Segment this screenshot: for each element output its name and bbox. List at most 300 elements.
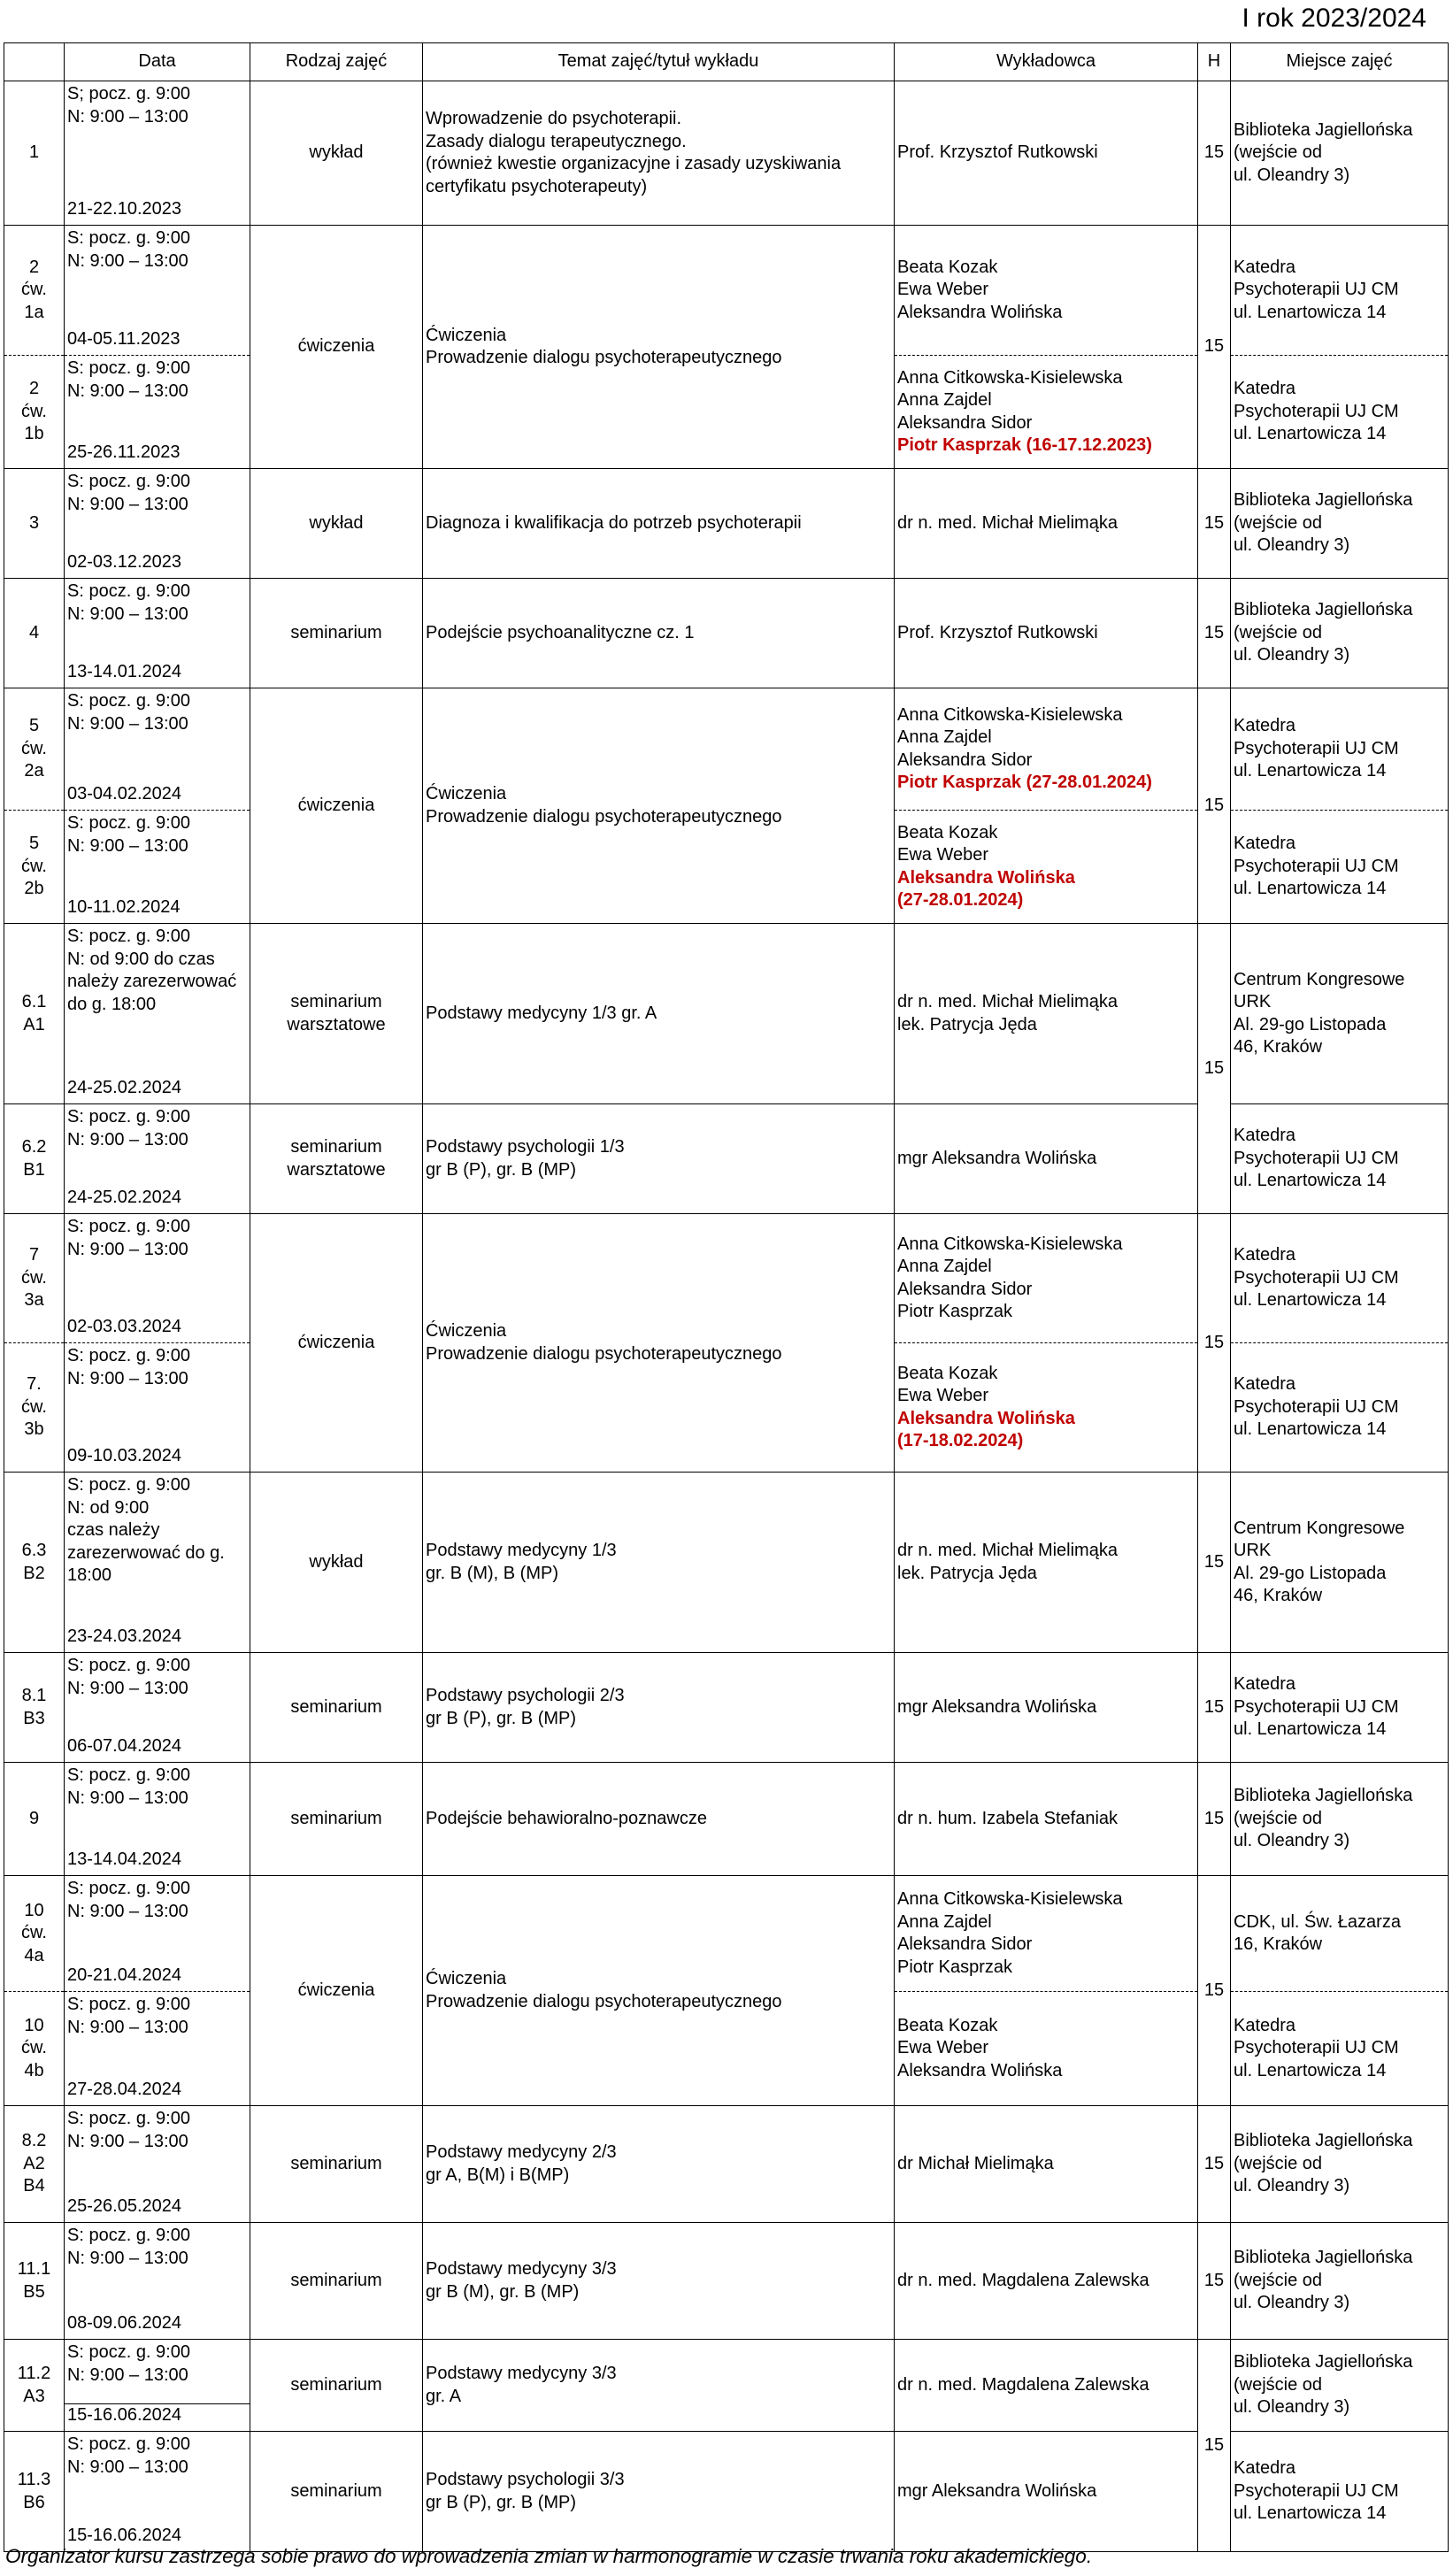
place-line: Al. 29-go Listopada	[1234, 1014, 1387, 1034]
date-box	[67, 2225, 247, 2334]
session-date: 02-03.12.2023	[67, 551, 182, 572]
place-line: Centrum Kongresowe	[1234, 969, 1405, 989]
session-type-text: ćwiczenia	[297, 795, 375, 815]
topic-line: Podstawy medycyny 1/3 gr. A	[426, 1003, 657, 1023]
topic-line: Zasady dialogu terapeutycznego.	[426, 131, 687, 151]
place-line: Psychoterapii UJ CM	[1234, 1267, 1399, 1288]
session-number	[4, 81, 65, 226]
session-number-text: 3	[28, 512, 40, 533]
place-line: Katedra	[1234, 2458, 1296, 2479]
session-number	[4, 924, 65, 1104]
session-lecturers	[895, 924, 1198, 1104]
place-line: ul. Oleandry 3)	[1234, 535, 1350, 556]
lecturer-name: (27-28.01.2024)	[897, 890, 1024, 910]
date-box	[67, 926, 247, 1099]
lecturer-name: Aleksandra Sidor	[897, 1279, 1033, 1299]
session-lecturers	[895, 81, 1198, 226]
date-box	[67, 471, 247, 573]
session-date: 20-21.04.2024	[67, 1965, 182, 1985]
session-number-text: 2 ćw. 1b	[21, 379, 47, 444]
session-lecturers	[895, 1653, 1198, 1763]
session-hours	[1198, 226, 1231, 469]
session-lecturers	[895, 1104, 1198, 1214]
date-box	[67, 1655, 247, 1757]
session-number-text: 5 ćw. 2a	[21, 716, 47, 781]
topic-line: Podstawy psychologii 3/3	[426, 2470, 625, 2489]
session-topic	[423, 1653, 895, 1763]
session-date: 10-11.02.2024	[67, 896, 181, 917]
session-date-cell	[65, 924, 250, 1104]
session-number-text: 8.1 B3	[21, 1686, 47, 1728]
lecturer-name: dr n. hum. Izabela Stefaniak	[897, 1808, 1119, 1828]
lecturer-name: dr n. med. Michał Mielimąka	[897, 992, 1118, 1011]
topic-line: Wprowadzenie do psychoterapii.	[426, 109, 682, 128]
session-number	[4, 226, 65, 356]
session-place	[1231, 1763, 1449, 1876]
session-hours	[1198, 1214, 1231, 1473]
lecturer-name: Anna Citkowska-Kisielewska	[897, 1889, 1123, 1909]
place-line: (wejście od	[1234, 2270, 1323, 2290]
session-type-text: seminarium	[290, 622, 382, 642]
session-topic	[423, 1473, 895, 1653]
hours-value: 15	[1203, 2270, 1225, 2290]
session-date: 13-14.04.2024	[67, 1849, 182, 1869]
session-hours	[1198, 579, 1231, 688]
place-line: ul. Oleandry 3)	[1234, 165, 1350, 185]
place-line: Psychoterapii UJ CM	[1234, 1396, 1399, 1417]
lecturer-name: Aleksandra Wolińska	[897, 1408, 1075, 1428]
place-line: Katedra	[1234, 379, 1296, 399]
header-no	[4, 43, 65, 81]
date-box	[67, 1765, 247, 1871]
hours-value: 15	[1203, 2153, 1225, 2173]
place-line: ul. Lenartowicza 14	[1234, 302, 1387, 322]
date-box	[67, 1474, 247, 1648]
session-date-cell	[65, 356, 250, 469]
topic-line: Podstawy medycyny 3/3	[426, 2259, 617, 2279]
session-number	[4, 356, 65, 469]
table-row	[4, 924, 1449, 1104]
session-number	[4, 688, 65, 811]
session-lecturers	[895, 1214, 1198, 1343]
session-number	[4, 2223, 65, 2340]
session-type	[250, 688, 423, 924]
hours-value: 15	[1203, 512, 1225, 533]
lecturer-name: (17-18.02.2024)	[897, 1431, 1024, 1450]
hours-value: 15	[1203, 1551, 1225, 1572]
place-line: ul. Lenartowicza 14	[1234, 879, 1387, 899]
session-date: 03-04.02.2024	[67, 783, 182, 804]
session-date: 15-16.06.2024	[65, 2403, 250, 2427]
topic-line: Ćwiczenia	[426, 784, 507, 804]
session-times: S: pocz. g. 9:00 N: 9:00 – 13:00	[67, 1879, 190, 1921]
session-type-text: wykład	[309, 1551, 364, 1572]
session-type	[250, 2106, 423, 2223]
session-number	[4, 1214, 65, 1343]
session-type	[250, 1876, 423, 2106]
lecturer-name: lek. Patrycja Jęda	[897, 1563, 1037, 1583]
session-type-text: seminarium	[290, 2270, 382, 2290]
session-lecturers	[895, 2223, 1198, 2340]
session-date: 25-26.11.2023	[67, 442, 181, 462]
table-row	[4, 2106, 1449, 2223]
session-number-text: 11.1 B5	[17, 2259, 51, 2302]
session-number-text: 6.3 B2	[21, 1541, 47, 1583]
session-number-text: 10 ćw. 4b	[21, 2015, 47, 2080]
session-topic	[423, 2432, 895, 2552]
hours-value: 15	[1203, 1332, 1225, 1352]
lecturer-name: Anna Citkowska-Kisielewska	[897, 367, 1123, 388]
table-row	[4, 688, 1449, 811]
place-line: (wejście od	[1234, 2374, 1323, 2395]
lecturer-name: mgr Aleksandra Wolińska	[897, 1696, 1097, 1717]
session-date-cell	[65, 1214, 250, 1343]
session-place	[1231, 579, 1449, 688]
lecturer-name: Piotr Kasprzak (16-17.12.2023)	[897, 435, 1152, 455]
session-place	[1231, 1992, 1449, 2106]
session-hours	[1198, 2106, 1231, 2223]
session-topic	[423, 2340, 895, 2432]
session-type	[250, 579, 423, 688]
session-date: 02-03.03.2024	[67, 1316, 182, 1336]
session-number-text: 7 ćw. 3a	[21, 1245, 47, 1311]
table-row	[4, 1104, 1449, 1214]
session-lecturers	[895, 469, 1198, 579]
session-lecturers	[895, 356, 1198, 469]
hours-value: 15	[1203, 1696, 1225, 1717]
table-header-row	[4, 43, 1449, 81]
lecturer-name: Anna Citkowska-Kisielewska	[897, 1234, 1123, 1254]
session-date: 15-16.06.2024	[67, 2525, 182, 2545]
place-line: URK	[1234, 1541, 1272, 1560]
session-hours	[1198, 1763, 1231, 1876]
lecturer-name: Beata Kozak	[897, 822, 998, 842]
header-type: Rodzaj zajęć	[250, 43, 423, 81]
session-number-text: 7. ćw. 3b	[21, 1374, 47, 1440]
session-number-text: 8.2 A2 B4	[21, 2131, 47, 2196]
session-date-cell	[65, 1473, 250, 1653]
lecturer-name: Piotr Kasprzak	[897, 1302, 1013, 1321]
lecturer-name: Anna Zajdel	[897, 1257, 992, 1276]
session-date: 24-25.02.2024	[67, 1187, 182, 1207]
session-lecturers	[895, 1992, 1198, 2106]
session-times: S; pocz. g. 9:00 N: 9:00 – 13:00	[67, 84, 190, 127]
session-hours	[1198, 2223, 1231, 2340]
session-lecturers	[895, 1343, 1198, 1473]
date-box	[67, 227, 247, 350]
place-line: Psychoterapii UJ CM	[1234, 1696, 1399, 1717]
topic-line: gr B (M), gr. B (MP)	[426, 2281, 580, 2302]
table-row	[4, 1473, 1449, 1653]
topic-line: (również kwestie organizacyjne i zasady uzyskiwania certyfikatu psychoterapeuty)	[426, 154, 842, 196]
session-date: 08-09.06.2024	[67, 2312, 182, 2333]
session-topic	[423, 2106, 895, 2223]
session-number	[4, 1992, 65, 2106]
table-row	[4, 2340, 1449, 2432]
session-place	[1231, 2223, 1449, 2340]
place-line: Katedra	[1234, 1674, 1296, 1695]
place-line: Psychoterapii UJ CM	[1234, 2480, 1399, 2501]
lecturer-name: Anna Citkowska-Kisielewska	[897, 704, 1123, 725]
session-times: S: pocz. g. 9:00 N: 9:00 – 13:00	[67, 1765, 190, 1808]
topic-line: Podstawy medycyny 3/3	[426, 2364, 617, 2383]
session-number	[4, 2106, 65, 2223]
lecturer-name: Beata Kozak	[897, 257, 998, 277]
place-line: Katedra	[1234, 834, 1296, 854]
session-type	[250, 81, 423, 226]
place-line: ul. Oleandry 3)	[1234, 1831, 1350, 1851]
session-type-text: seminarium warsztatowe	[287, 992, 386, 1034]
place-line: 46, Kraków	[1234, 1586, 1323, 1605]
session-type	[250, 2340, 423, 2432]
date-box	[67, 812, 247, 919]
date-box	[67, 1345, 247, 1467]
session-place	[1231, 811, 1449, 924]
lecturer-name: Anna Zajdel	[897, 1911, 992, 1932]
session-lecturers	[895, 2432, 1198, 2552]
session-date: 21-22.10.2023	[67, 198, 182, 219]
session-place	[1231, 1653, 1449, 1763]
lecturer-name: Piotr Kasprzak	[897, 1957, 1013, 1977]
session-number	[4, 1104, 65, 1214]
session-hours	[1198, 1653, 1231, 1763]
place-line: ul. Lenartowicza 14	[1234, 2060, 1387, 2080]
session-type	[250, 1473, 423, 1653]
place-line: URK	[1234, 992, 1272, 1011]
session-lecturers	[895, 811, 1198, 924]
table-row	[4, 1214, 1449, 1343]
session-type-text: wykład	[309, 512, 364, 533]
date-box	[67, 1994, 247, 2101]
session-hours	[1198, 924, 1231, 1214]
place-line: Biblioteka Jagiellońska	[1234, 2248, 1413, 2268]
topic-line: gr. B (M), B (MP)	[426, 1563, 558, 1583]
place-line: Biblioteka Jagiellońska	[1234, 600, 1413, 620]
session-number	[4, 579, 65, 688]
session-date-cell	[65, 226, 250, 356]
session-place	[1231, 924, 1449, 1104]
date-box	[67, 581, 247, 683]
session-lecturers	[895, 2106, 1198, 2223]
place-line: Katedra	[1234, 1126, 1296, 1146]
session-date: 06-07.04.2024	[67, 1735, 182, 1756]
session-date-cell	[65, 1653, 250, 1763]
session-date-cell	[65, 2223, 250, 2340]
session-hours	[1198, 2340, 1231, 2552]
footnote: Organizator kursu zastrzega sobie prawo do wprowadzenia zmian w harmonogramie w czasie trwania roku akademickiego.	[5, 2545, 1093, 2567]
place-line: ul. Lenartowicza 14	[1234, 1419, 1387, 1440]
session-lecturers	[895, 579, 1198, 688]
table-row	[4, 1763, 1449, 1876]
session-number	[4, 811, 65, 924]
session-times: S: pocz. g. 9:00 N: 9:00 – 13:00	[67, 2434, 190, 2477]
topic-line: Podstawy medycyny 2/3	[426, 2142, 617, 2162]
hours-value: 15	[1203, 1980, 1225, 2000]
place-line: Psychoterapii UJ CM	[1234, 280, 1399, 300]
topic-line: gr. A	[426, 2386, 462, 2406]
lecturer-name: dr n. med. Magdalena Zalewska	[897, 2270, 1149, 2290]
session-number-text: 1	[28, 142, 40, 163]
session-type	[250, 226, 423, 469]
session-type	[250, 1763, 423, 1876]
date-box	[67, 2434, 247, 2547]
session-number-text: 11.3 B6	[17, 2470, 51, 2512]
session-date-cell	[65, 2432, 250, 2552]
lecturer-name: Aleksandra Sidor	[897, 1934, 1033, 1954]
session-number-text: 5 ćw. 2b	[21, 834, 47, 899]
lecturer-name: mgr Aleksandra Wolińska	[897, 1148, 1097, 1168]
session-type	[250, 469, 423, 579]
table-row	[4, 2223, 1449, 2340]
place-line: Centrum Kongresowe	[1234, 1518, 1405, 1538]
session-type	[250, 2432, 423, 2552]
session-place	[1231, 2432, 1449, 2552]
session-times: S: pocz. g. 9:00 N: od 9:00 do czas należy zarezerwować do g. 18:00	[67, 927, 237, 1014]
session-times: S: pocz. g. 9:00 N: 9:00 – 13:00	[67, 1217, 190, 1259]
session-lecturers	[895, 688, 1198, 811]
session-place	[1231, 2340, 1449, 2432]
lecturer-name: Anna Zajdel	[897, 727, 992, 747]
session-number-text: 6.2 B1	[21, 1137, 47, 1180]
lecturer-name: mgr Aleksandra Wolińska	[897, 2480, 1097, 2501]
hours-value: 15	[1203, 795, 1225, 815]
session-times: S: pocz. g. 9:00 N: 9:00 – 13:00	[67, 228, 190, 271]
topic-line: Ćwiczenia	[426, 1969, 507, 1988]
session-lecturers	[895, 226, 1198, 356]
lecturer-name: Prof. Krzysztof Rutkowski	[897, 622, 1098, 642]
date-box	[67, 2108, 247, 2218]
topic-line: Prowadzenie dialogu psychoterapeutycznego	[426, 1343, 782, 1364]
place-line: ul. Lenartowicza 14	[1234, 2503, 1387, 2524]
lecturer-name: Beata Kozak	[897, 1363, 998, 1383]
header-lecturer: Wykładowca	[895, 43, 1198, 81]
session-hours	[1198, 1473, 1231, 1653]
session-times: S: pocz. g. 9:00 N: 9:00 – 13:00	[67, 691, 190, 734]
place-line: Katedra	[1234, 1245, 1296, 1265]
session-type-text: ćwiczenia	[297, 1332, 375, 1352]
topic-line: gr A, B(M) i B(MP)	[426, 2165, 570, 2185]
place-line: Katedra	[1234, 2015, 1296, 2035]
session-date: 27-28.04.2024	[67, 2079, 182, 2099]
session-topic	[423, 2223, 895, 2340]
topic-line: Podstawy psychologii 2/3	[426, 1686, 625, 1705]
lecturer-name: dr n. med. Michał Mielimąka	[897, 512, 1118, 533]
place-line: Psychoterapii UJ CM	[1234, 1148, 1399, 1168]
topic-line: gr B (P), gr. B (MP)	[426, 1708, 577, 1728]
place-line: Psychoterapii UJ CM	[1234, 856, 1399, 876]
session-lecturers	[895, 1763, 1198, 1876]
lecturer-name: Aleksandra Sidor	[897, 750, 1033, 770]
session-topic	[423, 81, 895, 226]
hours-value: 15	[1203, 622, 1225, 642]
table-row	[4, 81, 1449, 226]
place-line: Biblioteka Jagiellońska	[1234, 119, 1413, 140]
date-box	[67, 83, 247, 220]
session-date-cell	[65, 1343, 250, 1473]
date-box	[67, 1878, 247, 1987]
session-type-text: seminarium	[290, 1696, 382, 1717]
session-times: S: pocz. g. 9:00 N: 9:00 – 13:00	[67, 2109, 190, 2151]
session-hours	[1198, 688, 1231, 924]
place-line: Biblioteka Jagiellońska	[1234, 2131, 1413, 2151]
session-number-text: 2 ćw. 1a	[21, 257, 47, 322]
session-type-text: seminarium	[290, 2374, 382, 2395]
header-date: Data	[65, 43, 250, 81]
session-topic	[423, 924, 895, 1104]
session-hours	[1198, 1876, 1231, 2106]
session-topic	[423, 226, 895, 469]
session-date-cell	[65, 1104, 250, 1214]
topic-line: Prowadzenie dialogu psychoterapeutycznego	[426, 806, 782, 827]
header-topic: Temat zajęć/tytuł wykładu	[423, 43, 895, 81]
session-topic	[423, 688, 895, 924]
session-place	[1231, 469, 1449, 579]
session-times: S: pocz. g. 9:00 N: 9:00 – 13:00	[67, 472, 190, 514]
lecturer-name: Aleksandra Sidor	[897, 412, 1033, 433]
table-row	[4, 226, 1449, 356]
hours-value: 15	[1203, 1057, 1225, 1078]
session-type	[250, 1104, 423, 1214]
session-times: S: pocz. g. 9:00 N: 9:00 – 13:00	[67, 358, 190, 401]
lecturer-name: Prof. Krzysztof Rutkowski	[897, 142, 1098, 163]
session-place	[1231, 1214, 1449, 1343]
session-date-cell	[65, 1763, 250, 1876]
session-lecturers	[895, 1876, 1198, 1992]
lecturer-name: dr n. med. Michał Mielimąka	[897, 1541, 1118, 1560]
place-line: ul. Lenartowicza 14	[1234, 1171, 1387, 1191]
session-type-text: seminarium	[290, 2480, 382, 2501]
session-number	[4, 1653, 65, 1763]
lecturer-name: Ewa Weber	[897, 845, 989, 865]
session-place	[1231, 1876, 1449, 1992]
session-date: 25-26.05.2024	[67, 2195, 182, 2216]
session-times: S: pocz. g. 9:00 N: 9:00 – 13:00	[67, 1346, 190, 1388]
place-line: ul. Lenartowicza 14	[1234, 424, 1387, 444]
lecturer-name: Aleksandra Wolińska	[897, 2060, 1063, 2080]
place-line: 46, Kraków	[1234, 1037, 1323, 1057]
session-place	[1231, 356, 1449, 469]
place-line: (wejście od	[1234, 512, 1323, 533]
hours-value: 15	[1203, 1808, 1225, 1828]
place-line: (wejście od	[1234, 622, 1323, 642]
lecturer-name: Ewa Weber	[897, 1386, 989, 1405]
session-date: 09-10.03.2024	[67, 1445, 182, 1465]
year-label: I rok 2023/2024	[1242, 4, 1426, 33]
session-type	[250, 2223, 423, 2340]
session-number-text: 6.1 A1	[21, 992, 47, 1034]
session-lecturers	[895, 1473, 1198, 1653]
session-date: 13-14.01.2024	[67, 661, 182, 681]
session-times: S: pocz. g. 9:00 N: od 9:00 czas należy zarezerwować do g. 18:00	[67, 1475, 225, 1585]
place-line: Biblioteka Jagiellońska	[1234, 490, 1413, 511]
session-type-text: wykład	[309, 142, 364, 163]
session-date: 23-24.03.2024	[67, 1626, 182, 1646]
topic-line: Podstawy medycyny 1/3	[426, 1541, 617, 1560]
topic-line: Ćwiczenia	[426, 325, 507, 345]
session-date-cell	[65, 579, 250, 688]
table-row	[4, 469, 1449, 579]
place-line: Biblioteka Jagiellońska	[1234, 1786, 1413, 1806]
hours-value: 15	[1203, 336, 1225, 357]
place-line: (wejście od	[1234, 2153, 1323, 2173]
session-date-cell	[65, 1992, 250, 2106]
date-box	[67, 2341, 247, 2426]
table-row	[4, 579, 1449, 688]
session-number	[4, 1473, 65, 1653]
session-number	[4, 469, 65, 579]
place-line: ul. Lenartowicza 14	[1234, 1719, 1387, 1740]
session-place	[1231, 226, 1449, 356]
